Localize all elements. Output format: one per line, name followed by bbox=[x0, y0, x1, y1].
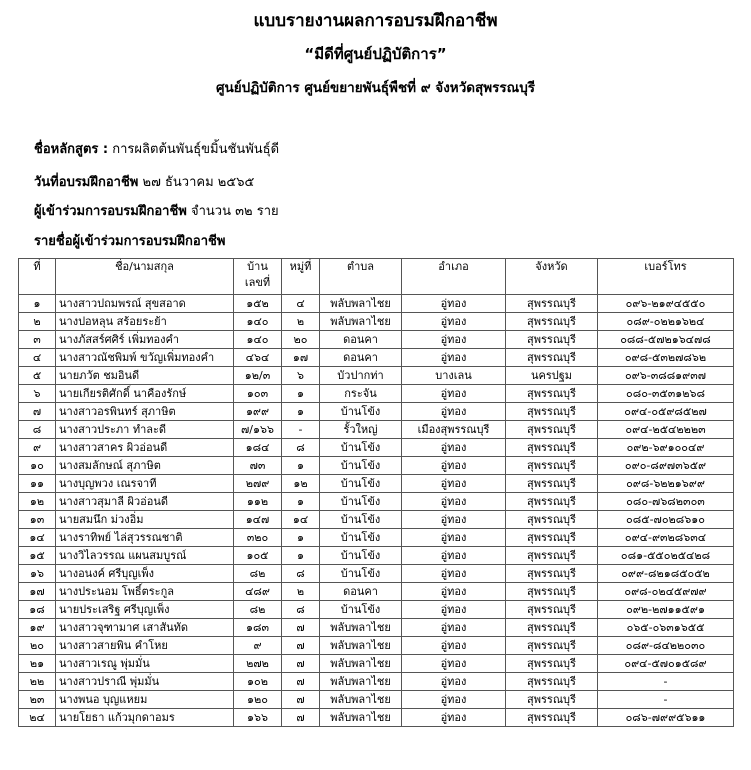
cell-house: ๑๖๖ bbox=[234, 709, 282, 727]
cell-tambon: พลับพลาไชย bbox=[320, 619, 402, 637]
cell-name: นางสมลักษณ์ สุภาษิต bbox=[56, 457, 234, 475]
cell-phone: ๐๘๙-๐๒๒๑๖๒๔ bbox=[598, 313, 734, 331]
date-value: ๒๗ ธันวาคม ๒๕๖๕ bbox=[142, 175, 255, 190]
cell-amphoe: อู่ทอง bbox=[402, 403, 506, 421]
cell-amphoe: อู่ทอง bbox=[402, 331, 506, 349]
cell-tambon: พลับพลาไชย bbox=[320, 673, 402, 691]
participant-table bbox=[18, 258, 734, 727]
header-house bbox=[234, 259, 282, 295]
cell-amphoe: อู่ทอง bbox=[402, 547, 506, 565]
cell-province: สุพรรณบุรี bbox=[506, 601, 598, 619]
cell-name: นางสาวสุมาลี ผิวอ่อนดี bbox=[56, 493, 234, 511]
cell-house: ๑๒/๓ bbox=[234, 367, 282, 385]
cell-amphoe: อู่ทอง bbox=[402, 295, 506, 313]
cell-house: ๑๔๐ bbox=[234, 331, 282, 349]
cell-phone: ๐๙๘-๐๒๔๕๙๗๙ bbox=[598, 583, 734, 601]
cell-province: สุพรรณบุรี bbox=[506, 655, 598, 673]
course-label: ชื่อหลักสูตร : bbox=[34, 142, 109, 157]
table-row bbox=[19, 709, 734, 727]
cell-moo: ๑๔ bbox=[282, 511, 320, 529]
table-row bbox=[19, 313, 734, 331]
cell-province: สุพรรณบุรี bbox=[506, 637, 598, 655]
cell-moo: ๘ bbox=[282, 439, 320, 457]
cell-province: สุพรรณบุรี bbox=[506, 583, 598, 601]
cell-phone: ๐๙๖-๒๑๙๔๕๕๐ bbox=[598, 295, 734, 313]
cell-moo: ๒ bbox=[282, 313, 320, 331]
cell-no: ๒๔ bbox=[19, 709, 56, 727]
cell-name: นายสมนึก ม่วงอิ่ม bbox=[56, 511, 234, 529]
cell-phone: ๐๙๔-๕๗๐๑๕๘๙ bbox=[598, 655, 734, 673]
cell-house: ๘๒ bbox=[234, 601, 282, 619]
cell-phone: ๐๘๙-๘๔๒๒๐๓๐ bbox=[598, 637, 734, 655]
table-row bbox=[19, 619, 734, 637]
cell-province: สุพรรณบุรี bbox=[506, 421, 598, 439]
cell-no: ๑๕ bbox=[19, 547, 56, 565]
header-no: ที่ bbox=[19, 259, 56, 295]
cell-province: สุพรรณบุรี bbox=[506, 457, 598, 475]
cell-no: ๑๐ bbox=[19, 457, 56, 475]
cell-name: นายเกียรติศักดิ์ นาคืองรักษ์ bbox=[56, 385, 234, 403]
cell-house: ๗/๑๖๖ bbox=[234, 421, 282, 439]
document-title: แบบรายงานผลการอบรมฝึกอาชีพ bbox=[253, 11, 498, 31]
list-heading: รายชื่อผู้เข้าร่วมการอบรมฝึกอาชีพ bbox=[34, 234, 226, 249]
cell-no: ๑๒ bbox=[19, 493, 56, 511]
cell-phone: ๐๖๕-๐๖๓๑๖๕๕ bbox=[598, 619, 734, 637]
cell-house: ๑๒๐ bbox=[234, 691, 282, 709]
cell-house: ๔๘๙ bbox=[234, 583, 282, 601]
cell-phone: ๐๘๐-๗๖๘๒๓๐๓ bbox=[598, 493, 734, 511]
cell-amphoe: อู่ทอง bbox=[402, 529, 506, 547]
cell-name: นางสาวอรพินทร์ สุภาษิต bbox=[56, 403, 234, 421]
cell-no: ๑ bbox=[19, 295, 56, 313]
date-label: วันที่อบรมฝึกอาชีพ bbox=[34, 175, 139, 190]
table-row bbox=[19, 475, 734, 493]
cell-province: สุพรรณบุรี bbox=[506, 295, 598, 313]
cell-phone: ๐๘๖-๗๙๙๕๖๑๑ bbox=[598, 709, 734, 727]
cell-amphoe: อู่ทอง bbox=[402, 637, 506, 655]
cell-amphoe: อู่ทอง bbox=[402, 601, 506, 619]
course-value: การผลิตต้นพันธุ์ขมิ้นชันพันธุ์ดี bbox=[112, 142, 280, 157]
cell-name: นางสาวสาคร ผิวอ่อนดี bbox=[56, 439, 234, 457]
table-row bbox=[19, 565, 734, 583]
table-row bbox=[19, 349, 734, 367]
cell-moo: ๗ bbox=[282, 655, 320, 673]
cell-province: นครปฐม bbox=[506, 367, 598, 385]
cell-moo: ๒ bbox=[282, 583, 320, 601]
cell-name: นายประเสริฐ ศรีบุญเพ็ง bbox=[56, 601, 234, 619]
cell-no: ๖ bbox=[19, 385, 56, 403]
cell-amphoe: อู่ทอง bbox=[402, 313, 506, 331]
cell-province: สุพรรณบุรี bbox=[506, 673, 598, 691]
cell-province: สุพรรณบุรี bbox=[506, 439, 598, 457]
header-moo: หมู่ที่ bbox=[282, 259, 320, 295]
cell-phone: ๐๘๕-๗๐๒๘๖๑๐ bbox=[598, 511, 734, 529]
cell-phone: ๐๙๘-๕๓๒๗๘๖๒ bbox=[598, 349, 734, 367]
date-line bbox=[34, 174, 254, 192]
cell-province: สุพรรณบุรี bbox=[506, 313, 598, 331]
cell-house: ๙ bbox=[234, 637, 282, 655]
cell-moo: ๑ bbox=[282, 385, 320, 403]
cell-amphoe: อู่ทอง bbox=[402, 565, 506, 583]
cell-house: ๒๗๙ bbox=[234, 475, 282, 493]
table-row bbox=[19, 439, 734, 457]
cell-moo: ๗ bbox=[282, 637, 320, 655]
cell-name: นางปอหลุน สร้อยระย้า bbox=[56, 313, 234, 331]
header-house-line2: เลขที่ bbox=[244, 276, 271, 289]
cell-house: ๑๕๒ bbox=[234, 295, 282, 313]
cell-province: สุพรรณบุรี bbox=[506, 349, 598, 367]
table-row bbox=[19, 547, 734, 565]
cell-no: ๒๐ bbox=[19, 637, 56, 655]
cell-tambon: พลับพลาไชย bbox=[320, 637, 402, 655]
cell-amphoe: อู่ทอง bbox=[402, 655, 506, 673]
cell-moo: ๗ bbox=[282, 709, 320, 727]
cell-amphoe: อู่ทอง bbox=[402, 583, 506, 601]
cell-province: สุพรรณบุรี bbox=[506, 547, 598, 565]
cell-house: ๗๓ bbox=[234, 457, 282, 475]
cell-tambon: บ้านโข้ง bbox=[320, 565, 402, 583]
cell-province: สุพรรณบุรี bbox=[506, 691, 598, 709]
cell-name: นางภัสสร์ศศิร์ เพิ่มทองคำ bbox=[56, 331, 234, 349]
table-row bbox=[19, 367, 734, 385]
table-row bbox=[19, 673, 734, 691]
cell-phone: ๐๙๙-๘๒๑๘๕๐๕๒ bbox=[598, 565, 734, 583]
cell-amphoe: อู่ทอง bbox=[402, 493, 506, 511]
cell-amphoe: อู่ทอง bbox=[402, 385, 506, 403]
cell-amphoe: บางเลน bbox=[402, 367, 506, 385]
cell-amphoe: อู่ทอง bbox=[402, 439, 506, 457]
cell-tambon: พลับพลาไชย bbox=[320, 691, 402, 709]
cell-moo: ๑ bbox=[282, 493, 320, 511]
cell-house: ๔๖๔ bbox=[234, 349, 282, 367]
cell-tambon: บ้านโข้ง bbox=[320, 475, 402, 493]
cell-tambon: พลับพลาไชย bbox=[320, 709, 402, 727]
cell-moo: ๘ bbox=[282, 601, 320, 619]
cell-name: นางสาวณัชพิมพ์ ขวัญเพิ่มทองคำ bbox=[56, 349, 234, 367]
cell-amphoe: อู่ทอง bbox=[402, 511, 506, 529]
cell-amphoe: อู่ทอง bbox=[402, 673, 506, 691]
cell-tambon: พลับพลาไชย bbox=[320, 655, 402, 673]
cell-province: สุพรรณบุรี bbox=[506, 565, 598, 583]
cell-phone: ๐๘๐-๓๕๓๑๒๖๘ bbox=[598, 385, 734, 403]
cell-house: ๑๑๒ bbox=[234, 493, 282, 511]
cell-tambon: บ้านโข้ง bbox=[320, 547, 402, 565]
cell-no: ๑๘ bbox=[19, 601, 56, 619]
cell-tambon: บัวปากท่า bbox=[320, 367, 402, 385]
table-row bbox=[19, 421, 734, 439]
cell-moo: ๔ bbox=[282, 295, 320, 313]
cell-amphoe: อู่ทอง bbox=[402, 691, 506, 709]
cell-tambon: บ้านโข้ง bbox=[320, 493, 402, 511]
table-row bbox=[19, 637, 734, 655]
cell-house: ๘๒ bbox=[234, 565, 282, 583]
participants-label: ผู้เข้าร่วมการอบรมฝึกอาชีพ bbox=[34, 204, 187, 219]
participants-value: จำนวน ๓๒ ราย bbox=[191, 204, 279, 219]
table-row bbox=[19, 601, 734, 619]
cell-moo: ๑๗ bbox=[282, 349, 320, 367]
cell-no: ๒๒ bbox=[19, 673, 56, 691]
cell-name: นางสาวจุฑามาศ เสาสันทัด bbox=[56, 619, 234, 637]
cell-house: ๑๘๔ bbox=[234, 439, 282, 457]
cell-moo: ๑ bbox=[282, 547, 320, 565]
table-row bbox=[19, 331, 734, 349]
cell-name: นางวิไลวรรณ แผนสมบูรณ์ bbox=[56, 547, 234, 565]
header-province: จังหวัด bbox=[506, 259, 598, 295]
cell-name: นางบุญพวง เณรจาที bbox=[56, 475, 234, 493]
cell-name: นางสาวปราณี พุ่มมั่น bbox=[56, 673, 234, 691]
cell-name: นายโยธา แก้วมุกดาอมร bbox=[56, 709, 234, 727]
cell-amphoe: อู่ทอง bbox=[402, 475, 506, 493]
header-house-line1: บ้าน bbox=[247, 260, 268, 273]
cell-province: สุพรรณบุรี bbox=[506, 403, 598, 421]
cell-phone: ๐๘๑-๕๕๐๒๕๔๒๘ bbox=[598, 547, 734, 565]
table-row bbox=[19, 403, 734, 421]
cell-phone: ๐๙๘-๖๒๒๑๖๙๙ bbox=[598, 475, 734, 493]
cell-phone: ๐๙๔-๐๕๙๘๕๒๗ bbox=[598, 403, 734, 421]
cell-amphoe: อู่ทอง bbox=[402, 709, 506, 727]
cell-amphoe: อู่ทอง bbox=[402, 457, 506, 475]
cell-moo: ๒๐ bbox=[282, 331, 320, 349]
table-row bbox=[19, 691, 734, 709]
table-row bbox=[19, 529, 734, 547]
cell-name: นางอนงค์ ศรีบุญเพ็ง bbox=[56, 565, 234, 583]
cell-no: ๒๑ bbox=[19, 655, 56, 673]
header-amphoe: อำเภอ bbox=[402, 259, 506, 295]
table-row bbox=[19, 583, 734, 601]
cell-no: ๗ bbox=[19, 403, 56, 421]
cell-phone: ๐๙๒-๒๗๑๑๕๙๑ bbox=[598, 601, 734, 619]
cell-no: ๒ bbox=[19, 313, 56, 331]
cell-amphoe: อู่ทอง bbox=[402, 349, 506, 367]
cell-house: ๒๗๒ bbox=[234, 655, 282, 673]
table-row bbox=[19, 493, 734, 511]
cell-moo: ๗ bbox=[282, 619, 320, 637]
cell-house: ๑๐๓ bbox=[234, 385, 282, 403]
cell-no: ๔ bbox=[19, 349, 56, 367]
cell-moo: ๘ bbox=[282, 565, 320, 583]
cell-province: สุพรรณบุรี bbox=[506, 511, 598, 529]
cell-name: นายภวัต ชมอินดี bbox=[56, 367, 234, 385]
cell-house: ๑๔๐ bbox=[234, 313, 282, 331]
table-row bbox=[19, 295, 734, 313]
cell-no: ๘ bbox=[19, 421, 56, 439]
cell-name: นางราทิพย์ ไล่สุวรรณชาติ bbox=[56, 529, 234, 547]
cell-amphoe: เมืองสุพรรณบุรี bbox=[402, 421, 506, 439]
header-name: ชื่อ/นามสกุล bbox=[56, 259, 234, 295]
cell-tambon: บ้านโข้ง bbox=[320, 403, 402, 421]
cell-no: ๑๓ bbox=[19, 511, 56, 529]
cell-tambon: พลับพลาไชย bbox=[320, 313, 402, 331]
table-row bbox=[19, 457, 734, 475]
cell-no: ๑๗ bbox=[19, 583, 56, 601]
cell-house: ๑๘๓ bbox=[234, 619, 282, 637]
cell-moo: ๗ bbox=[282, 673, 320, 691]
cell-moo: ๑๒ bbox=[282, 475, 320, 493]
cell-tambon: ดอนคา bbox=[320, 331, 402, 349]
cell-house: ๑๐๕ bbox=[234, 547, 282, 565]
cell-tambon: บ้านโข้ง bbox=[320, 511, 402, 529]
cell-province: สุพรรณบุรี bbox=[506, 331, 598, 349]
header-phone: เบอร์โทร bbox=[598, 259, 734, 295]
cell-moo: ๑ bbox=[282, 457, 320, 475]
cell-house: ๑๙๙ bbox=[234, 403, 282, 421]
cell-house: ๑๐๒ bbox=[234, 673, 282, 691]
table-row bbox=[19, 655, 734, 673]
cell-tambon: ดอนคา bbox=[320, 349, 402, 367]
table-row bbox=[19, 511, 734, 529]
cell-moo: ๑ bbox=[282, 403, 320, 421]
header-tambon: ตำบล bbox=[320, 259, 402, 295]
cell-tambon: บ้านโข้ง bbox=[320, 529, 402, 547]
cell-phone: - bbox=[598, 691, 734, 709]
cell-tambon: บ้านโข้ง bbox=[320, 601, 402, 619]
cell-no: ๑๖ bbox=[19, 565, 56, 583]
cell-phone: ๐๘๘-๕๗๒๑๖๔๗๘ bbox=[598, 331, 734, 349]
cell-name: นางสาวเรณู พุ่มมั่น bbox=[56, 655, 234, 673]
cell-province: สุพรรณบุรี bbox=[506, 619, 598, 637]
cell-moo: - bbox=[282, 421, 320, 439]
cell-phone: ๐๙๔-๒๕๔๒๒๒๓ bbox=[598, 421, 734, 439]
organization-name: ศูนย์ปฏิบัติการ ศูนย์ขยายพันธุ์พืชที่ ๙ จังหวัดสุพรรณบุรี bbox=[215, 80, 536, 96]
cell-tambon: พลับพลาไชย bbox=[320, 295, 402, 313]
cell-phone: ๐๙๔-๙๓๒๘๖๓๔ bbox=[598, 529, 734, 547]
cell-tambon: ดอนคา bbox=[320, 583, 402, 601]
cell-no: ๓ bbox=[19, 331, 56, 349]
cell-house: ๓๒๐ bbox=[234, 529, 282, 547]
cell-amphoe: อู่ทอง bbox=[402, 619, 506, 637]
document-subtitle: “มีดีที่ศูนย์ปฏิบัติการ” bbox=[304, 45, 447, 63]
cell-moo: ๖ bbox=[282, 367, 320, 385]
cell-name: นางสาวปถมพรณ์ สุขสอาด bbox=[56, 295, 234, 313]
cell-name: นางประนอม โพธิ์ตระกูล bbox=[56, 583, 234, 601]
cell-no: ๑๙ bbox=[19, 619, 56, 637]
cell-phone: ๐๙๒-๖๙๑๐๐๔๙ bbox=[598, 439, 734, 457]
cell-moo: ๑ bbox=[282, 529, 320, 547]
cell-province: สุพรรณบุรี bbox=[506, 385, 598, 403]
cell-moo: ๗ bbox=[282, 691, 320, 709]
cell-tambon: บ้านโข้ง bbox=[320, 439, 402, 457]
cell-tambon: บ้านโข้ง bbox=[320, 457, 402, 475]
cell-no: ๙ bbox=[19, 439, 56, 457]
cell-province: สุพรรณบุรี bbox=[506, 529, 598, 547]
cell-no: ๑๔ bbox=[19, 529, 56, 547]
cell-name: นางสาวสายพิน คำโหย bbox=[56, 637, 234, 655]
cell-phone: ๐๙๐-๘๙๗๓๖๕๙ bbox=[598, 457, 734, 475]
cell-tambon: กระจัน bbox=[320, 385, 402, 403]
table-body bbox=[19, 295, 734, 727]
cell-tambon: รั้วใหญ่ bbox=[320, 421, 402, 439]
cell-no: ๕ bbox=[19, 367, 56, 385]
participants-line bbox=[34, 203, 279, 221]
course-line bbox=[34, 141, 279, 159]
cell-province: สุพรรณบุรี bbox=[506, 493, 598, 511]
table-row bbox=[19, 385, 734, 403]
cell-name: นางสาวประภา ทำละดี bbox=[56, 421, 234, 439]
cell-phone: - bbox=[598, 673, 734, 691]
cell-no: ๒๓ bbox=[19, 691, 56, 709]
cell-house: ๑๔๗ bbox=[234, 511, 282, 529]
cell-no: ๑๑ bbox=[19, 475, 56, 493]
cell-phone: ๐๙๖-๓๘๘๑๙๓๗ bbox=[598, 367, 734, 385]
cell-name: นางพนอ บุญแหยม bbox=[56, 691, 234, 709]
table-header-row bbox=[19, 259, 734, 295]
cell-province: สุพรรณบุรี bbox=[506, 475, 598, 493]
cell-province: สุพรรณบุรี bbox=[506, 709, 598, 727]
